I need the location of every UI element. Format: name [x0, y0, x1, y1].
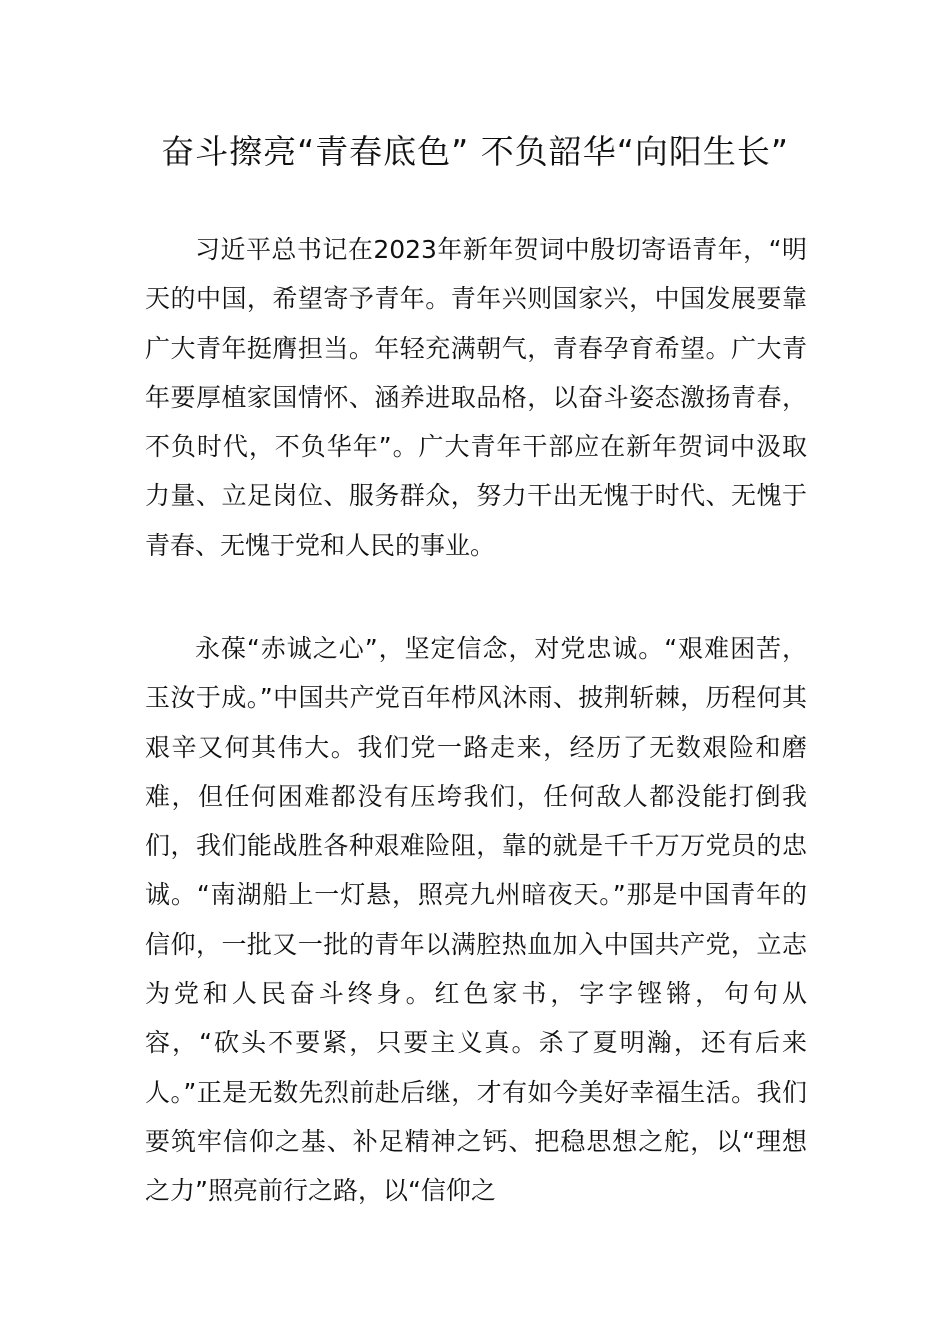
paragraph-intro: 习近平总书记在2023年新年贺词中殷切寄语青年，“明天的中国，希望寄予青年。青年兴则国家兴，中国发展要靠广大青年挺膺担当。年轻充满朝气，青春孕育希望。广大青年要厚植家国情怀、涵养进取品格，以奋斗姿态激扬青春，不负时代，不负华年”。广大青年干部应在新年贺词中汲取力量、立足岗位、服务群众，努力干出无愧于时代、无愧于青春、无愧于党和人民的事业。: [145, 235, 807, 560]
document-title: 奋斗擦亮“青春底色” 不负韶华“向阳生长”: [161, 132, 789, 171]
paragraph-section-1: 永葆“赤诚之心”，坚定信念，对党忠诚。“艰难困苦，玉汝于成。”中国共产党百年栉风沐雨、披荆斩棘，历程何其艰辛又何其伟大。我们党一路走来，经历了无数艰险和磨难，但任何困难都没有压垮我们，任何敌人都没能打倒我们，我们能战胜各种艰难险阻，靠的就是千千万万党员的忠诚。“南湖船上一灯悬，照亮九州暗夜天。”那是中国青年的信仰，一批又一批的青年以满腔热血加入中国共产党，立志为党和人民奋斗终身。红色家书，字字铿锵，句句从容，“砍头不要紧，只要主义真。杀了夏明瀚，还有后来人。”正是无数先烈前赴后继，才有如今美好幸福生活。我们要筑牢信仰之基、补足精神之钙、把稳思想之舵，以“理想之力”照亮前行之路，以“信仰之: [145, 634, 807, 1206]
